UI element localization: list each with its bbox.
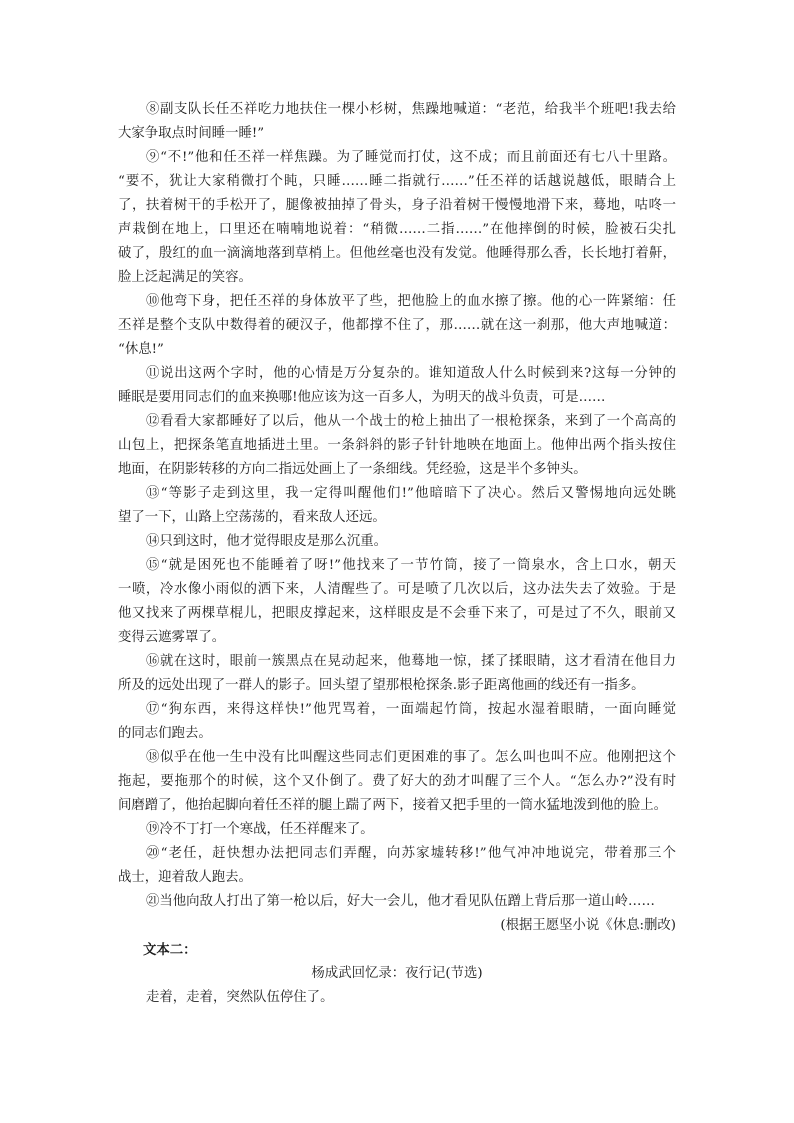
paragraph	[118, 530, 676, 554]
text-line: 破了，殷红的血一滴滴地落到草梢上。但他丝毫也没有发觉。他睡得那么香，长长地打着鼾，	[118, 246, 676, 261]
text-line: 丕祥是整个支队中数得着的硬汉子，他都撑不住了，那……就在这一刹那，他大声地喊道：	[118, 318, 676, 333]
text-line: “休息!”	[118, 342, 164, 357]
document-body	[118, 98, 676, 1010]
text-line: ⑲冷不丁打一个寒战，任丕祥醒来了。	[146, 822, 374, 837]
text-one-paragraphs	[118, 98, 676, 914]
text-line: ⑯就在这时，眼前一簇黑点在晃动起来，他蓦地一惊，揉了揉眼睛，这才看清在他目力	[146, 654, 676, 669]
text-line: 大家争取点时间睡一睡!”	[118, 126, 265, 141]
text-line: 拖起，要拖那个的时候，这个又仆倒了。费了好大的劲才叫醒了三个人。“怎么办?”没有时	[118, 774, 676, 789]
text-line: ⑮“就是困死也不能睡着了呀!”他找来了一节竹筒，接了一筒泉水，含上口水，朝天	[146, 558, 676, 573]
text-line: 战士，迎着敌人跑去。	[118, 870, 252, 885]
paragraph	[118, 818, 676, 842]
text-line: ⑧副支队长任丕祥吃力地扶住一棵小杉树，焦躁地喊道：“老范，给我半个班吧!我去给	[146, 102, 676, 117]
text-line: 变得云遮雾罩了。	[118, 630, 226, 645]
text-line: ⑬“等影子走到这里，我一定得叫醒他们!”他暗暗下了决心。然后又警惕地向远处眺	[146, 486, 676, 501]
text-line: ⑫看看大家都睡好了以后，他从一个战士的枪上抽出了一根枪探条，来到了一个高高的	[146, 414, 676, 429]
paragraph	[118, 290, 676, 362]
paragraph	[118, 650, 676, 698]
text-line: 了，扶着树干的手松开了，腿像被抽掉了骨头，身子沿着树干慢慢地滑下来，蓦地，咕咚一	[118, 198, 676, 213]
source-note: (根据王愿坚小说《休息:删改)	[500, 918, 676, 933]
text-line: “要不，犹让大家稍微打个盹，只睡……睡二指就行……”任丕祥的话越说越低，眼睛合上	[118, 174, 676, 189]
paragraph	[118, 362, 676, 410]
text-line: 睡眠是要用同志们的血来换哪!他应该为这一百多人，为明天的战斗负责，可是……	[118, 390, 606, 405]
text-line: ⑭只到这时，他才觉得眼皮是那么沉重。	[146, 534, 388, 549]
section-first-line: 走着，走着，突然队伍停住了。	[146, 990, 334, 1005]
paragraph	[118, 842, 676, 890]
paragraph	[118, 482, 676, 530]
text-line: 他又找来了两棵草棍儿，把眼皮撑起来，这样眼皮是不会垂下来了，可是过了不久，眼前又	[118, 606, 676, 621]
text-line: 脸上泛起满足的笑容。	[118, 270, 252, 285]
paragraph	[118, 98, 676, 146]
text-line: ⑪说出这两个字时，他的心情是万分复杂的。谁知道敌人什么时候到来?这每一分钟的	[146, 366, 676, 381]
text-line: ⑳“老任，赶快想办法把同志们弄醒，向苏家墟转移!”他气冲冲地说完，带着那三个	[146, 846, 676, 861]
paragraph	[118, 554, 676, 650]
section-label: 文本二：	[143, 942, 197, 958]
text-line: ㉑当他向敌人打出了第一枪以后，好大一会儿，他才看见队伍蹭上背后那一道山岭……	[146, 894, 655, 909]
paragraph	[118, 146, 676, 290]
text-line: 地面，在阴影转移的方向二指远处画上了一条细线。凭经验，这是半个多钟头。	[118, 462, 587, 477]
text-line: 声栽倒在地上，口里还在喃喃地说着：“稍微……二指……”在他摔倒的时候，脸被石尖扎	[118, 222, 676, 237]
section-title: 杨成武回忆录：夜行记(节选)	[311, 966, 483, 981]
text-line: ⑩他弯下身，把任丕祥的身体放平了些，把他脸上的血水擦了擦。他的心一阵紧缩：任	[146, 294, 676, 309]
text-line: ⑰“狗东西，来得这样快!”他咒骂着，一面端起竹筒，按起水湿着眼睛，一面向睡觉	[146, 702, 676, 717]
text-line: 所及的远处出现了一群人的影子。回头望了望那根枪探条.影子距离他画的线还有一指多。	[118, 678, 645, 693]
paragraph	[118, 698, 676, 746]
text-line: 的同志们跑去。	[118, 726, 212, 741]
text-line: 山包上，把探条笔直地插进土里。一条斜斜的影子针针地映在地面上。他伸出两个指头按住	[118, 438, 676, 453]
paragraph	[118, 890, 676, 914]
text-line: 间磨蹭了，他抬起脚向着任丕祥的腿上踹了两下，接着又把手里的一筒水猛地泼到他的脸上。	[118, 798, 668, 813]
paragraph	[118, 746, 676, 818]
text-line: 望了一下，山路上空荡荡的，看来敌人还远。	[118, 510, 386, 525]
text-line: ⑨“不!”他和任丕祥一样焦躁。为了睡觉而打仗，这不成；而且前面还有七八十里路。	[146, 150, 676, 165]
paragraph	[118, 410, 676, 482]
text-line: ⑱似乎在他一生中没有比叫醒这些同志们更困难的事了。怎么叫也叫不应。他刚把这个	[146, 750, 676, 765]
text-line: 一喷，冷水像小雨似的洒下来，人清醒些了。可是喷了几次以后，这办法失去了效验。于是	[118, 582, 676, 597]
